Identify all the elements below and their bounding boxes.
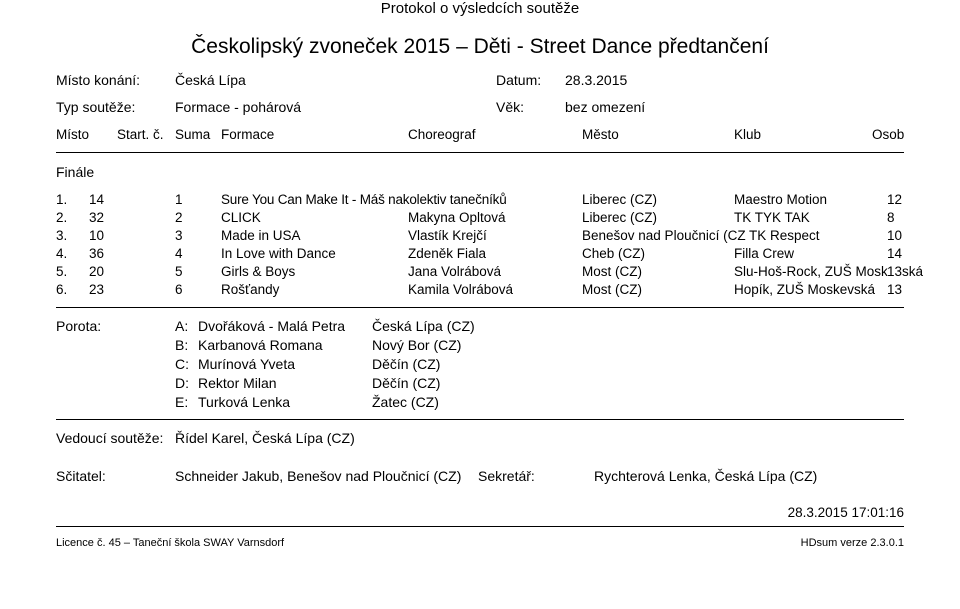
cell-formation: Sure You Can Make It - Máš nakolektiv tanečníků xyxy=(221,192,507,207)
cell-place: 5. xyxy=(56,264,68,279)
cell-place: 4. xyxy=(56,246,68,261)
cell-start: 14 xyxy=(89,192,105,207)
secretary-value: Rychterová Lenka, Česká Lípa (CZ) xyxy=(594,468,818,484)
cell-city: Benešov nad Ploučnicí (CZ xyxy=(582,228,746,243)
cell-start: 23 xyxy=(89,282,105,297)
license-text: Licence č. 45 – Taneční škola SWAY Varnsdorf xyxy=(56,537,285,549)
cell-city: Liberec (CZ) xyxy=(582,192,658,207)
jury-name: Turková Lenka xyxy=(198,394,291,410)
type-label: Typ soutěže: xyxy=(56,99,136,115)
cell-start: 36 xyxy=(89,246,105,261)
cell-sum: 4 xyxy=(175,246,183,261)
cell-sum: 5 xyxy=(175,264,183,279)
jury-name: Karbanová Romana xyxy=(198,337,323,353)
col-persons: Osob xyxy=(872,127,905,142)
jury-name: Rektor Milan xyxy=(198,375,277,391)
jury-letter: D: xyxy=(175,375,189,391)
cell-city: Cheb (CZ) xyxy=(582,246,646,261)
jury-letter: C: xyxy=(175,356,189,372)
jury-city: Žatec (CZ) xyxy=(372,394,439,410)
cell-sum: 1 xyxy=(175,192,183,207)
col-formation: Formace xyxy=(221,127,275,142)
col-sum: Suma xyxy=(175,127,211,142)
software-version: HDsum verze 2.3.0.1 xyxy=(800,537,904,549)
cell-start: 32 xyxy=(89,210,105,225)
cell-city: Liberec (CZ) xyxy=(582,210,658,225)
venue-value: Česká Lípa xyxy=(175,72,246,88)
cell-city: Most (CZ) xyxy=(582,282,642,297)
venue-label: Místo konání: xyxy=(56,72,141,88)
jury-city: Česká Lípa (CZ) xyxy=(372,318,475,334)
cell-club: Hopík, ZUŠ Moskevská xyxy=(734,282,876,297)
cell-sum: 6 xyxy=(175,282,183,297)
footer-divider xyxy=(56,526,904,527)
cell-choreographer: Jana Volrábová xyxy=(408,264,502,279)
cell-persons: 13 xyxy=(887,282,903,297)
col-choreographer: Choreograf xyxy=(408,127,476,142)
leader-value: Řídel Karel, Česká Lípa (CZ) xyxy=(175,430,355,446)
cell-club: TK TYK TAK xyxy=(734,210,810,225)
jury-divider xyxy=(56,419,904,420)
counter-label: Sčitatel: xyxy=(56,468,106,484)
cell-choreographer: Vlastík Krejčí xyxy=(408,228,487,243)
jury-city: Nový Bor (CZ) xyxy=(372,337,462,353)
date-label: Datum: xyxy=(496,72,542,88)
cell-sum: 2 xyxy=(175,210,183,225)
timestamp: 28.3.2015 17:01:16 xyxy=(787,505,904,520)
cell-sum: 3 xyxy=(175,228,183,243)
cell-start: 10 xyxy=(89,228,105,243)
jury-label: Porota: xyxy=(56,318,102,334)
type-value: Formace - pohárová xyxy=(175,99,302,115)
cell-persons: 10 xyxy=(887,228,903,243)
cell-formation: Girls & Boys xyxy=(221,264,296,279)
competition-title: Českolipský zvoneček 2015 – Děti - Street Dance předtančení xyxy=(191,35,769,58)
col-club: Klub xyxy=(734,127,762,142)
jury-name: Murínová Yveta xyxy=(198,356,296,372)
age-label: Věk: xyxy=(496,99,525,115)
leader-label: Vedoucí soutěže: xyxy=(56,430,164,446)
cell-formation: Made in USA xyxy=(221,228,301,243)
col-place: Místo xyxy=(56,127,90,142)
jury-city: Děčín (CZ) xyxy=(372,356,441,372)
cell-start: 20 xyxy=(89,264,105,279)
cell-club: Filla Crew xyxy=(734,246,795,261)
cell-club: TK Respect xyxy=(749,228,820,243)
round-label: Finále xyxy=(56,164,95,180)
cell-choreographer: Makyna Opltová xyxy=(408,210,506,225)
cell-choreographer: Kamila Volrábová xyxy=(408,282,514,297)
cell-persons: 12 xyxy=(887,192,903,207)
cell-place: 6. xyxy=(56,282,68,297)
col-city: Město xyxy=(582,127,619,142)
cell-place: 3. xyxy=(56,228,68,243)
cell-formation: Rošťandy xyxy=(221,282,280,297)
counter-value: Schneider Jakub, Benešov nad Ploučnicí (CZ) xyxy=(175,468,462,484)
cell-club: Maestro Motion xyxy=(734,192,828,207)
cell-club: Slu-Hoš-Rock, ZUŠ Mosk xyxy=(734,264,888,279)
secretary-label: Sekretář: xyxy=(478,468,535,484)
date-value: 28.3.2015 xyxy=(565,72,628,88)
col-start: Start. č. xyxy=(117,127,164,142)
jury-letter: A: xyxy=(175,318,189,334)
jury-name: Dvořáková - Malá Petra xyxy=(198,318,346,334)
cell-persons: 8 xyxy=(887,210,895,225)
jury-city: Děčín (CZ) xyxy=(372,375,441,391)
cell-persons: 13ská xyxy=(887,264,924,279)
cell-city: Most (CZ) xyxy=(582,264,642,279)
age-value: bez omezení xyxy=(565,99,646,115)
cell-persons: 14 xyxy=(887,246,903,261)
table-divider xyxy=(56,307,904,308)
cell-place: 1. xyxy=(56,192,68,207)
header-divider xyxy=(56,152,904,153)
cell-place: 2. xyxy=(56,210,68,225)
cell-formation: In Love with Dance xyxy=(221,246,336,261)
jury-letter: E: xyxy=(175,394,189,410)
jury-letter: B: xyxy=(175,337,189,353)
cell-choreographer: Zdeněk Fiala xyxy=(408,246,487,261)
cell-formation: CLICK xyxy=(221,210,261,225)
protocol-title: Protokol o výsledcích soutěže xyxy=(380,0,580,17)
